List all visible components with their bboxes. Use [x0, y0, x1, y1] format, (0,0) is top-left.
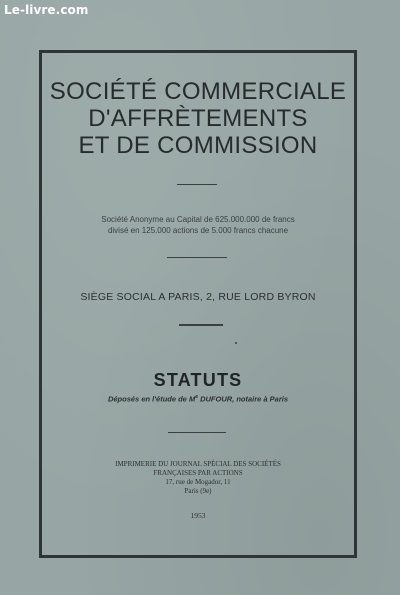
capital-line-2: divisé en 125.000 actions de 5.000 francs chacune — [107, 226, 289, 235]
deposit-notice-text-end: DUFOUR, notaire à Paris — [197, 394, 289, 404]
title-line-1: SOCIÉTÉ COMMERCIALE — [49, 78, 347, 105]
title-line-3: ET DE COMMISSION — [78, 132, 318, 159]
deposit-notice — [42, 394, 354, 404]
printer-line-2: FRANÇAISES PAR ACTIONS — [153, 469, 243, 477]
watermark-text: Le-livre.com — [4, 3, 89, 17]
registered-office: SIÈGE SOCIAL A PARIS, 2, RUE LORD BYRON — [80, 291, 316, 303]
divider-rule — [179, 324, 223, 326]
title-line-2: D'AFFRÈTEMENTS — [88, 105, 308, 132]
printer-line-3: 17, rue de Mogador, 11 — [165, 478, 231, 486]
divider-rule — [167, 257, 227, 258]
divider-rule — [177, 184, 217, 185]
printer-line-4: Paris (9e) — [184, 487, 212, 495]
cover-border-frame — [39, 50, 357, 558]
printer-line-1: IMPRIMERIE DU JOURNAL SPÉCIAL DES SOCIÉTÉS — [115, 460, 281, 468]
company-title — [42, 78, 354, 159]
publication-year: 1953 — [190, 511, 206, 520]
capital-line-1: Société Anonyme au Capital de 625.000.000 de francs — [101, 215, 295, 224]
capital-statement — [42, 214, 354, 236]
divider-rule — [168, 432, 226, 433]
deposit-notice-text: Déposés en l'étude de M — [107, 394, 196, 404]
statuts-heading: STATUTS — [153, 370, 243, 390]
deposit-notice-superscript: e — [195, 394, 198, 400]
printer-imprint — [42, 460, 354, 496]
paper-speck — [235, 342, 237, 344]
